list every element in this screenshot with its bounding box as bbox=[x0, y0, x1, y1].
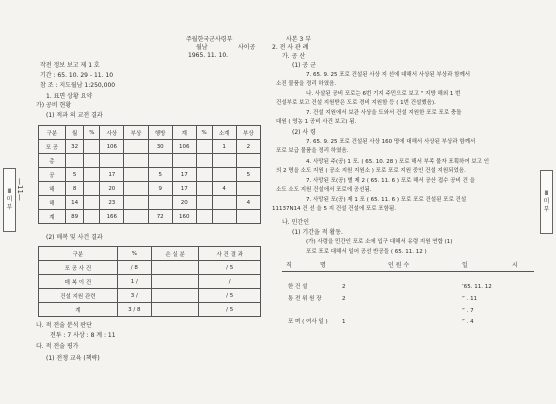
t1-h8: 소계 bbox=[212, 126, 236, 140]
table-cell: 20 bbox=[100, 182, 124, 196]
section-1: 1. 표면 상황 요약 bbox=[46, 93, 93, 100]
table-cell bbox=[236, 210, 260, 224]
table-row bbox=[39, 289, 261, 303]
list-header-1: 명 bbox=[320, 262, 326, 269]
right-na-sub1: (가) 사령을 민간인 포로 소에 입구 대해서 유령 지원 연합 (1) bbox=[306, 239, 453, 245]
table-cell: / 5 bbox=[199, 303, 261, 317]
table-cell: 160 bbox=[172, 210, 196, 224]
table-cell: 3 / 8 bbox=[117, 303, 151, 317]
right-section-na1: (1) 기간을 적 활동. bbox=[292, 229, 343, 236]
list-item-count: 2 bbox=[342, 296, 346, 302]
section-da: 다. 적 전술 평가 bbox=[36, 343, 79, 350]
right-section-ga: 가. 공 산 bbox=[282, 53, 306, 60]
right-line-6: (2) 사 령 bbox=[292, 129, 316, 136]
table-cell: 매 복 이 건 bbox=[39, 275, 118, 289]
table-cell bbox=[212, 168, 236, 182]
map-reference: 참 조 : 지도월남 1:250,000 bbox=[40, 82, 116, 89]
t1-h1: 월 bbox=[65, 126, 84, 140]
t1-h9: 부상 bbox=[236, 126, 260, 140]
right-line-8: 포로 보급 물품을 정리 하였음. bbox=[276, 148, 349, 154]
table-cell: 5 bbox=[236, 168, 260, 182]
table-cell: 166 bbox=[100, 210, 124, 224]
table-row bbox=[39, 196, 261, 210]
list-item-name: 한 건 설 bbox=[288, 284, 308, 290]
report-title: 작전 정보 보고 제 1 호 bbox=[40, 62, 100, 69]
table-cell bbox=[196, 196, 212, 210]
section-b1: (2) 매복 및 사건 결과 bbox=[46, 234, 103, 241]
table-cell: 포 공 bbox=[39, 140, 66, 154]
table-cell bbox=[151, 289, 199, 303]
table-cell: 5 bbox=[65, 168, 84, 182]
table-cell: 2 bbox=[236, 140, 260, 154]
table-cell bbox=[84, 168, 100, 182]
left-margin-tab bbox=[3, 168, 16, 232]
list-item-count: 2 bbox=[342, 284, 346, 290]
right-line-2: 나. 사살된 공비 포로는 6번 기지 주민으로 보고 " 지방 해외 1 번 bbox=[306, 91, 461, 97]
table-cell: 72 bbox=[148, 210, 172, 224]
t2-h3: 사 건 결 과 bbox=[199, 247, 261, 261]
table-row bbox=[39, 168, 261, 182]
t2-h2: 손 실 분 bbox=[151, 247, 199, 261]
table-cell bbox=[65, 154, 84, 168]
table-cell bbox=[212, 196, 236, 210]
list-header-3: 일 bbox=[462, 262, 468, 269]
list-header-4: 시 bbox=[512, 262, 518, 269]
table-cell: / 8 bbox=[117, 261, 151, 275]
table-cell bbox=[212, 154, 236, 168]
table-cell bbox=[236, 182, 260, 196]
table-cell: 4 bbox=[212, 182, 236, 196]
table-row bbox=[39, 154, 261, 168]
table-cell bbox=[124, 210, 148, 224]
table-cell bbox=[124, 182, 148, 196]
right-line-7: 7. 65. 9. 25 포로 건설된 사상 160 명에 대해서 사상된 부상과 함께서 bbox=[306, 139, 476, 145]
table-row bbox=[39, 261, 261, 275]
right-section-p1: (1) 공 군 bbox=[292, 62, 316, 69]
table-cell: 4 bbox=[236, 196, 260, 210]
table-cell bbox=[100, 154, 124, 168]
table-cell: / 5 bbox=[199, 261, 261, 275]
section-na-line: 전투 : 7 사상 : 8 계 : 11 bbox=[50, 332, 116, 339]
t2-h1: % bbox=[117, 247, 151, 261]
table-cell: 106 bbox=[100, 140, 124, 154]
t1-h2: % bbox=[84, 126, 100, 140]
list-header-2: 인 원 수 bbox=[388, 262, 410, 269]
table-cell: 89 bbox=[65, 210, 84, 224]
section-na: 나. 적 전술 분석 판단 bbox=[36, 322, 92, 329]
section-a: 가) 공비 현황 bbox=[36, 102, 72, 109]
t1-h4: 부상 bbox=[124, 126, 148, 140]
table-cell: 9 bbox=[148, 182, 172, 196]
table2-header-row bbox=[39, 247, 261, 261]
right-na-sub2: 포로 포로 대해서 일어 공선 반공들 ( 65. 11. 12 ) bbox=[306, 249, 427, 255]
section-da1: (1) 전쟁 교육 (책략) bbox=[46, 355, 100, 362]
table-cell: 총 bbox=[39, 154, 66, 168]
page-number: —11— bbox=[16, 178, 24, 201]
table-cell bbox=[124, 196, 148, 210]
table-cell: 106 bbox=[172, 140, 196, 154]
org-header: 주월한국군사령부 bbox=[186, 36, 233, 43]
table-cell bbox=[172, 154, 196, 168]
ambush-results-table bbox=[38, 246, 261, 317]
t1-h7: % bbox=[196, 126, 212, 140]
section-a1: (1) 적과 의 교전 결과 bbox=[46, 112, 103, 119]
left-tab-label: Ⅲ 미 부 bbox=[6, 188, 13, 211]
table-cell: 건설 지원 관련 bbox=[39, 289, 118, 303]
table-row bbox=[39, 140, 261, 154]
report-period: 기간 : 65. 10. 29 - 11. 10 bbox=[40, 72, 114, 79]
right-line-14: 11137N14 건 선 을 5 지 건설 건설에 포로 포함됨. bbox=[272, 206, 396, 212]
list-item-date: ” . 4 bbox=[462, 319, 474, 325]
table-cell: 해 bbox=[39, 196, 66, 210]
table-cell: 공 bbox=[39, 168, 66, 182]
right-section-na: 나. 민간인 bbox=[282, 219, 309, 226]
t2-h0: 구분 bbox=[39, 247, 118, 261]
table-cell bbox=[196, 168, 212, 182]
list-item-date: ” . 11 bbox=[462, 296, 478, 302]
table-cell bbox=[212, 210, 236, 224]
list-item-date: ” . 7 bbox=[462, 308, 474, 314]
t1-h0: 구분 bbox=[39, 126, 66, 140]
table-cell bbox=[148, 196, 172, 210]
right-line-0: 7. 65. 9. 25 포로 건설된 사상 지 선에 대해서 사상된 부상과 함께서 bbox=[306, 72, 471, 78]
table-cell: / bbox=[199, 275, 261, 289]
table-cell: 3 / bbox=[117, 289, 151, 303]
table-cell bbox=[196, 182, 212, 196]
table-cell: 1 / bbox=[117, 275, 151, 289]
table-cell bbox=[196, 140, 212, 154]
table-cell bbox=[196, 154, 212, 168]
table-cell: 17 bbox=[172, 182, 196, 196]
list-item-name: 통 전 위 원 장 bbox=[288, 296, 322, 302]
table-cell: 30 bbox=[148, 140, 172, 154]
dept-header: 월남 bbox=[196, 44, 208, 51]
table-row bbox=[39, 182, 261, 196]
table-cell: 17 bbox=[172, 168, 196, 182]
sub-header: 사이공 bbox=[238, 44, 256, 51]
table-cell bbox=[124, 154, 148, 168]
right-margin-tab bbox=[540, 170, 553, 234]
table-cell: 17 bbox=[100, 168, 124, 182]
table-cell: 20 bbox=[172, 196, 196, 210]
table-cell bbox=[236, 154, 260, 168]
table-cell bbox=[148, 154, 172, 168]
table-cell bbox=[84, 140, 100, 154]
right-section-2: 2. 전 사 관 례 bbox=[272, 44, 309, 51]
copy-ref: 사본 3 부 bbox=[286, 36, 312, 43]
table-row bbox=[39, 303, 261, 317]
table-cell bbox=[84, 196, 100, 210]
table-cell: 포 공 사 건 bbox=[39, 261, 118, 275]
list-header-rule bbox=[282, 271, 534, 272]
table-cell: 계 bbox=[39, 210, 66, 224]
table-cell bbox=[84, 154, 100, 168]
engagement-results-table bbox=[38, 125, 261, 224]
right-line-5: 대원 ( 영농 1 공비 사건 보고) 됨. bbox=[276, 119, 357, 125]
right-line-9: 4. 사망된 주(공) 1 포. ( 65. 10. 28 ) 포로 해서 부족 물자 포획하여 보고 인 bbox=[306, 159, 490, 165]
table-cell: 32 bbox=[65, 140, 84, 154]
table-cell bbox=[151, 261, 199, 275]
table-cell bbox=[84, 182, 100, 196]
right-tab-label: Ⅲ 미 부 bbox=[543, 190, 550, 213]
right-line-4: 7. 건설 지원에서 보관 사상을 도와서 건설 지원한 포로 포로 충돌 bbox=[306, 110, 462, 116]
table-cell bbox=[151, 303, 199, 317]
table-cell: 5 bbox=[148, 168, 172, 182]
table-cell: 23 bbox=[100, 196, 124, 210]
right-line-13: 7. 사망된 포(공) 제 1 포 ( 65. 11. 6 ) 포로 포로 건설된 포로 건설 bbox=[306, 197, 467, 203]
table-cell: 계 bbox=[39, 303, 118, 317]
list-header-0: 직 bbox=[286, 262, 292, 269]
right-line-3: 건설부로 보고 건설 지원받은 도로 경비 지원함 등 ( 1번 건설했음). bbox=[276, 100, 436, 106]
table-cell bbox=[196, 210, 212, 224]
table-cell bbox=[124, 168, 148, 182]
table-cell: 해 bbox=[39, 182, 66, 196]
table1-header-row bbox=[39, 126, 261, 140]
t1-h6: 계 bbox=[172, 126, 196, 140]
table-cell: / 5 bbox=[199, 289, 261, 303]
table-row bbox=[39, 210, 261, 224]
table-cell bbox=[84, 210, 100, 224]
list-item-date: ’65. 11. 12 bbox=[462, 284, 492, 290]
right-line-10: 의 2 명을 소도 지원 ( 공소 지원 지원소 ) 포로 포로 지원 중인 건설 지원되었음. bbox=[276, 168, 466, 174]
table-cell bbox=[124, 140, 148, 154]
list-item-count: 1 bbox=[342, 319, 346, 325]
date-header: 1965. 11. 10. bbox=[188, 52, 229, 59]
right-line-11: 7. 사망된 포(공) 별 제 2 ( 65. 11. 6 ) 포로 해서 공산 접수 공비 건 을 bbox=[306, 178, 475, 184]
table-cell: 14 bbox=[65, 196, 84, 210]
t1-h3: 사상 bbox=[100, 126, 124, 140]
table-row bbox=[39, 275, 261, 289]
right-line-12: 소도 소도 지원 건설에서 포로에 공선됨. bbox=[276, 187, 372, 193]
list-item-name: 포 며 ( 여사 일 ) bbox=[288, 319, 328, 325]
table-cell: 8 bbox=[65, 182, 84, 196]
t1-h5: 행방 bbox=[148, 126, 172, 140]
table-cell bbox=[151, 275, 199, 289]
table-cell: 1 bbox=[212, 140, 236, 154]
right-line-1: 소진 물품을 정리 하였음. bbox=[276, 81, 337, 87]
